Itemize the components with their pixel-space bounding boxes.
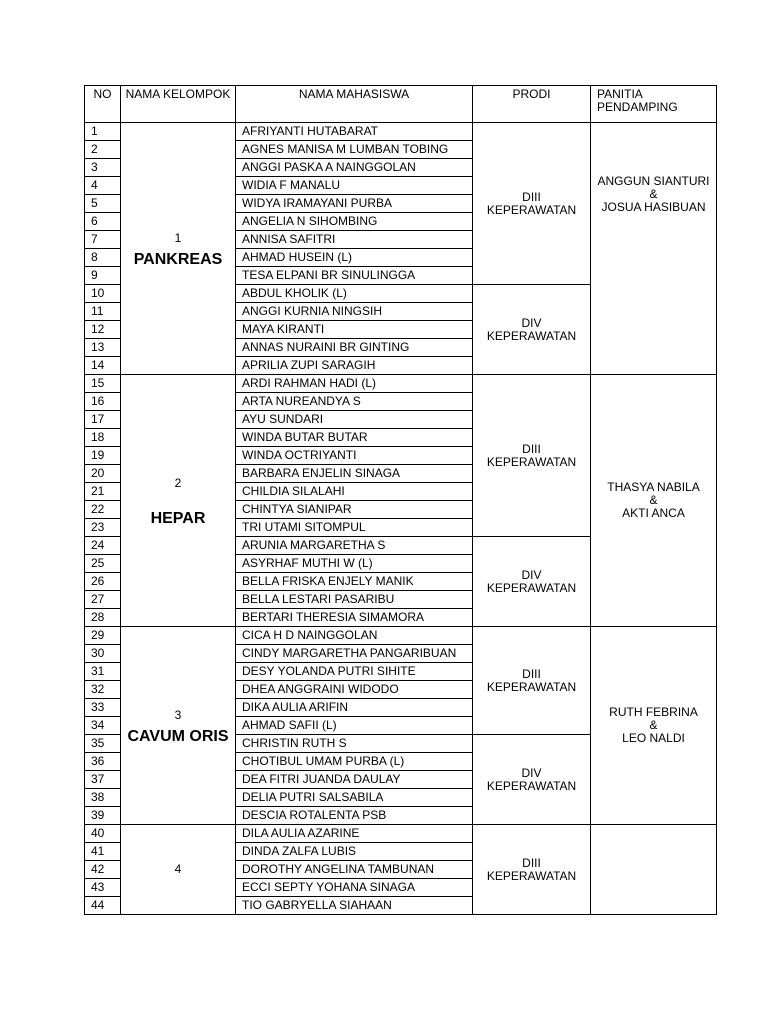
- prodi-label-line: KEPERAWATAN: [486, 679, 577, 694]
- prodi-cell: [473, 375, 591, 537]
- panitia-line: JOSUA HASIBUAN: [601, 200, 706, 214]
- panitia-cell: [591, 825, 717, 915]
- student-name: AGNES MANISA M LUMBAN TOBING: [236, 141, 473, 159]
- prodi-label-line: DIV: [521, 315, 542, 330]
- row-number: 35: [85, 735, 121, 753]
- row-number: 4: [85, 177, 121, 195]
- row-number: 37: [85, 771, 121, 789]
- student-name: MAYA KIRANTI: [236, 321, 473, 339]
- student-name: CHILDIA SILALAHI: [236, 483, 473, 501]
- header-no: NO: [85, 86, 121, 123]
- row-number: 17: [85, 411, 121, 429]
- prodi-cell: [473, 123, 591, 285]
- row-number: 33: [85, 699, 121, 717]
- prodi-label-line: KEPERAWATAN: [486, 202, 577, 217]
- row-number: 2: [85, 141, 121, 159]
- row-number: 15: [85, 375, 121, 393]
- row-number: 8: [85, 249, 121, 267]
- header-nama-kelompok: NAMA KELOMPOK: [121, 86, 236, 123]
- row-number: 5: [85, 195, 121, 213]
- student-name: ABDUL KHOLIK (L): [236, 285, 473, 303]
- row-number: 32: [85, 681, 121, 699]
- panitia-line: &: [649, 718, 658, 732]
- panitia-line: ANGGUN SIANTURI: [597, 174, 710, 188]
- student-name: AHMAD HUSEIN (L): [236, 249, 473, 267]
- prodi-label-line: KEPERAWATAN: [486, 778, 577, 793]
- row-number: 6: [85, 213, 121, 231]
- panitia-cell: [591, 375, 717, 627]
- row-number: 12: [85, 321, 121, 339]
- group-name: HEPAR: [150, 509, 206, 527]
- student-name: AHMAD SAFII (L): [236, 717, 473, 735]
- row-number: 10: [85, 285, 121, 303]
- student-name: AYU SUNDARI: [236, 411, 473, 429]
- prodi-cell: [473, 627, 591, 735]
- prodi-label-line: KEPERAWATAN: [486, 868, 577, 883]
- row-number: 43: [85, 879, 121, 897]
- student-name: WIDIA F MANALU: [236, 177, 473, 195]
- student-name: DINDA ZALFA LUBIS: [236, 843, 473, 861]
- row-number: 24: [85, 537, 121, 555]
- row-number: 19: [85, 447, 121, 465]
- prodi-label-line: DIV: [521, 765, 542, 780]
- student-name: DOROTHY ANGELINA TAMBUNAN: [236, 861, 473, 879]
- row-number: 16: [85, 393, 121, 411]
- student-name: CHRISTIN RUTH S: [236, 735, 473, 753]
- row-number: 41: [85, 843, 121, 861]
- group-number: 4: [174, 862, 182, 876]
- row-number: 11: [85, 303, 121, 321]
- row-number: 42: [85, 861, 121, 879]
- group-number: 2: [174, 475, 182, 490]
- row-number: 34: [85, 717, 121, 735]
- prodi-label-line: DIII: [522, 441, 541, 456]
- panitia-line: LEO NALDI: [622, 731, 685, 745]
- group-name: CAVUM ORIS: [127, 727, 229, 745]
- student-group-table: [84, 85, 717, 915]
- row-number: 20: [85, 465, 121, 483]
- header-row: [85, 86, 717, 123]
- row-number: 40: [85, 825, 121, 843]
- student-name: DESY YOLANDA PUTRI SIHITE: [236, 663, 473, 681]
- table-row: [85, 627, 717, 645]
- student-name: CINDY MARGARETHA PANGARIBUAN: [236, 645, 473, 663]
- row-number: 27: [85, 591, 121, 609]
- student-name: DILA AULIA AZARINE: [236, 825, 473, 843]
- row-number: 18: [85, 429, 121, 447]
- table-body: [85, 123, 717, 915]
- row-number: 36: [85, 753, 121, 771]
- prodi-cell: [473, 537, 591, 627]
- prodi-cell: [473, 825, 591, 915]
- student-name: ANGGI KURNIA NINGSIH: [236, 303, 473, 321]
- row-number: 26: [85, 573, 121, 591]
- table-row: [85, 123, 717, 141]
- student-name: ARUNIA MARGARETHA S: [236, 537, 473, 555]
- prodi-label-line: DIII: [522, 189, 541, 204]
- student-name: BELLA LESTARI PASARIBU: [236, 591, 473, 609]
- group-cell: [121, 627, 236, 825]
- prodi-label-line: KEPERAWATAN: [486, 580, 577, 595]
- panitia-line: THASYA NABILA: [607, 480, 700, 494]
- row-number: 44: [85, 897, 121, 915]
- group-cell: [121, 123, 236, 375]
- row-number: 22: [85, 501, 121, 519]
- student-name: DEA FITRI JUANDA DAULAY: [236, 771, 473, 789]
- panitia-cell: [591, 123, 717, 375]
- student-name: AFRIYANTI HUTABARAT: [236, 123, 473, 141]
- student-name: BERTARI THERESIA SIMAMORA: [236, 609, 473, 627]
- row-number: 7: [85, 231, 121, 249]
- group-cell: [121, 375, 236, 627]
- student-name: CHOTIBUL UMAM PURBA (L): [236, 753, 473, 771]
- row-number: 30: [85, 645, 121, 663]
- student-name: ANNAS NURAINI BR GINTING: [236, 339, 473, 357]
- student-name: CHINTYA SIANIPAR: [236, 501, 473, 519]
- header-nama-mahasiswa: NAMA MAHASISWA: [236, 86, 473, 123]
- table-row: [85, 375, 717, 393]
- prodi-label-line: DIII: [522, 855, 541, 870]
- row-number: 25: [85, 555, 121, 573]
- student-name: WIDYA IRAMAYANI PURBA: [236, 195, 473, 213]
- row-number: 9: [85, 267, 121, 285]
- prodi-label-line: DIII: [522, 666, 541, 681]
- student-name: TESA ELPANI BR SINULINGGA: [236, 267, 473, 285]
- student-name: ANGGI PASKA A NAINGGOLAN: [236, 159, 473, 177]
- header-panitia-pendamping: PANITIA PENDAMPING: [591, 86, 717, 123]
- student-name: WINDA BUTAR BUTAR: [236, 429, 473, 447]
- prodi-cell: [473, 285, 591, 375]
- prodi-label-line: KEPERAWATAN: [486, 454, 577, 469]
- student-name: CICA H D NAINGGOLAN: [236, 627, 473, 645]
- student-name: ECCI SEPTY YOHANA SINAGA: [236, 879, 473, 897]
- panitia-line: RUTH FEBRINA: [609, 705, 698, 719]
- row-number: 29: [85, 627, 121, 645]
- row-number: 3: [85, 159, 121, 177]
- group-number: 3: [174, 707, 182, 722]
- row-number: 28: [85, 609, 121, 627]
- student-name: DIKA AULIA ARIFIN: [236, 699, 473, 717]
- row-number: 13: [85, 339, 121, 357]
- row-number: 23: [85, 519, 121, 537]
- student-name: DELIA PUTRI SALSABILA: [236, 789, 473, 807]
- student-name: ARDI RAHMAN HADI (L): [236, 375, 473, 393]
- group-number: 1: [174, 230, 182, 245]
- student-name: ANGELIA N SIHOMBING: [236, 213, 473, 231]
- row-number: 21: [85, 483, 121, 501]
- panitia-line: &: [649, 493, 658, 507]
- table-row: [85, 825, 717, 843]
- panitia-cell: [591, 627, 717, 825]
- row-number: 14: [85, 357, 121, 375]
- student-name: DHEA ANGGRAINI WIDODO: [236, 681, 473, 699]
- panitia-line: AKTI ANCA: [622, 506, 685, 520]
- student-name: DESCIA ROTALENTA PSB: [236, 807, 473, 825]
- student-name: WINDA OCTRIYANTI: [236, 447, 473, 465]
- student-name: TIO GABRYELLA SIAHAAN: [236, 897, 473, 915]
- row-number: 38: [85, 789, 121, 807]
- row-number: 39: [85, 807, 121, 825]
- group-name: PANKREAS: [133, 250, 223, 268]
- student-name: BARBARA ENJELIN SINAGA: [236, 465, 473, 483]
- panitia-line: &: [649, 187, 658, 201]
- row-number: 1: [85, 123, 121, 141]
- prodi-cell: [473, 735, 591, 825]
- prodi-label-line: DIV: [521, 567, 542, 582]
- group-cell: [121, 825, 236, 915]
- student-name: ANNISA SAFITRI: [236, 231, 473, 249]
- student-name: ARTA NUREANDYA S: [236, 393, 473, 411]
- student-name: ASYRHAF MUTHI W (L): [236, 555, 473, 573]
- prodi-label-line: KEPERAWATAN: [486, 328, 577, 343]
- student-name: APRILIA ZUPI SARAGIH: [236, 357, 473, 375]
- student-name: TRI UTAMI SITOMPUL: [236, 519, 473, 537]
- student-name: BELLA FRISKA ENJELY MANIK: [236, 573, 473, 591]
- row-number: 31: [85, 663, 121, 681]
- header-prodi: PRODI: [473, 86, 591, 123]
